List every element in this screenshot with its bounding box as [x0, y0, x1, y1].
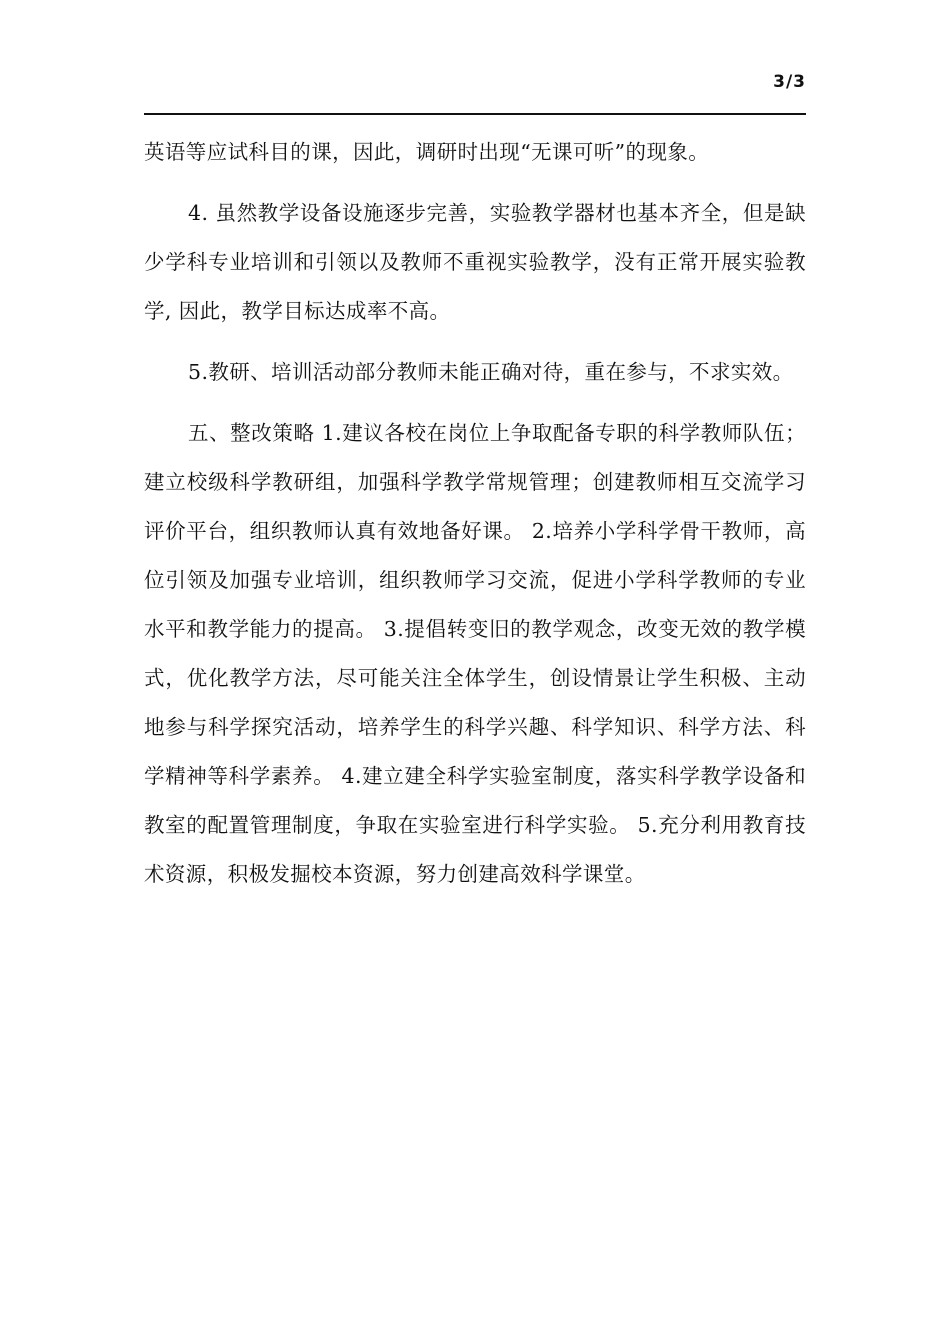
paragraph-item-5: 5.教研、培训活动部分教师未能正确对待，重在参与，不求实效。	[188, 360, 794, 384]
page-number: 3/3	[773, 72, 806, 92]
paragraph-item-4: 4. 虽然教学设备设施逐步完善，实验教学器材也基本齐全，但是缺少学科专业培训和引领以及教师不重视实验教学，没有正常开展实验教学, 因此，教学目标达成率不高。	[144, 201, 806, 323]
paragraph-continuation: 英语等应试科目的课，因此，调研时出现“无课可听”的现象。	[144, 140, 710, 164]
document-body	[144, 128, 806, 911]
paragraph-rectification-strategy: 五、整改策略 1.建议各校在岗位上争取配备专职的科学教师队伍；建立校级科学教研组，加强科学教学常规管理；创建教师相互交流学习评价平台，组织教师认真有效地备好课。 2.培养小学科学骨干教师，高位引领及加强专业培训，组织教师学习交流，促进小学科学教师的专业水平和教学能力的提高。 3.提倡转变旧的教学观念，改变无效的教学模式，优化教学方法，尽可能关注全体学生，创设情景让学生积极、主动地参与科学探究活动，培养学生的科学兴趣、科学知识、科学方法、科学精神等科学素养。 4.建立建全科学实验室制度，落实科学教学设备和教室的配置管理制度，争取在实验室进行科学实验。 5.充分利用教育技术资源，积极发掘校本资源，努力创建高效科学课堂。	[144, 421, 806, 886]
header-divider	[144, 113, 806, 115]
